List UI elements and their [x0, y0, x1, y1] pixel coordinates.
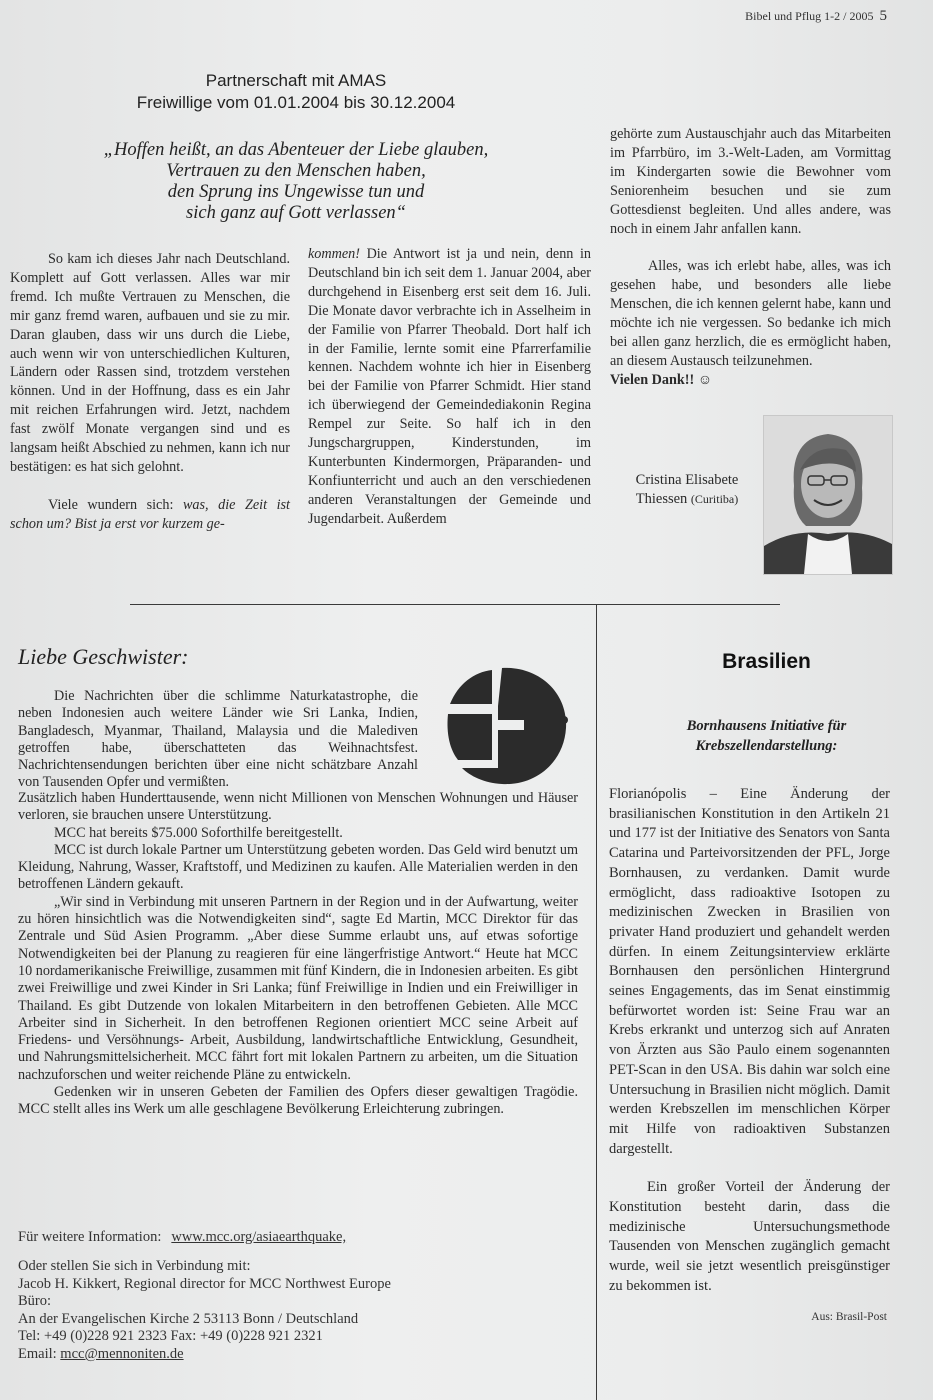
paragraph-text: Die Antwort ist ja und nein, denn in Deutschland bin ich seit dem 1. Januar 2004, aber durchgehend in Eisenberg erst seit dem 16. Juli. Die Monate davor verbrachte ich in Asselheim in der Familie von Pfarrer Theobald. Dort half ich in der Familie, lernte somit eine Pfarrerfamilie kennen. Nachdem wohnte ich hier in Eisenberg bei der Familie von Pfarrer Schmidt. Hier stand ich überwiegend der Gemeindediakonin Regina Rempel zur Seite. So half ich in den Jungschargruppen, Kinderstunden, im Kunterbunten Kindermorgen, Präparanden- und Konfiunterricht und auch an den verschiedenen anderen Veranstaltungen der Gemeinde und Jugendarbeit. Außerdem [308, 246, 591, 527]
author-photo [763, 415, 893, 575]
article1-paragraph: So kam ich dieses Jahr nach Deutschland. Komplett auf Gott verlassen. Alles war mir fremd. Ich mußte Vertrauen zu Menschen, die mir ganz fremd waren, aufbauen und sie zu mir. Daran glauben, dass wir uns durch die Liebe, auch wenn wir von unterschiedlichen Kulturen, Ländern oder Rassen sind, trotzdem verstehen können. Und in der Hoffnung, dass es ein Jahr mit reichen Erfahrungen wird. Jetzt, nachdem fast zwölf Monate vergangen sind und es langsam heißt Abschied zu nehmen, kann ich nur bestätigen: es hat sich gelohnt. [10, 251, 290, 475]
article1-paragraph: gehörte zum Austauschjahr auch das Mitarbeiten im Pfarrbüro, im 3.-Welt-Laden, am Vormittag im Kindergarten sowie die Bewohner vom Seniorenheim besuchen und sie zum Gottesdienst begleiten. Und alles andere, was noch in einem Jahr anfallen kann. [610, 126, 891, 237]
article2-paragraph: Die Nachrichten über die schlimme Naturkatastrophe, die neben Indonesien auch weitere Länder wie Sri Lanka, Indien, Bangladesch, Myanmar, Thailand, Malaysia und die Malediven getroffen habe, überschatteten das Weihnachtsfest. Nachrichtensendungen berichten über eine nicht schätzbare Anzahl von Tausenden Opfer und vermißten. [18, 688, 418, 791]
article1-heading-line1: Partnerschaft mit AMAS [205, 71, 387, 90]
article3-title: Brasilien [722, 650, 811, 673]
info-label: Für weitere Information: [18, 1229, 162, 1245]
quote-line: sich ganz auf Gott verlassen“ [186, 203, 406, 223]
article2-title: Liebe Geschwister: [18, 644, 189, 669]
thanks-line: Vielen Dank!! ☺ [610, 371, 713, 388]
author-line2 [612, 490, 762, 509]
article1-paragraph [308, 245, 591, 529]
subtitle-line: Bornhausens Initiative für [686, 718, 847, 734]
author-signature [612, 471, 762, 509]
author-surname: Thiessen [635, 491, 688, 507]
article3-body [609, 785, 890, 1297]
article2-intro [18, 688, 418, 792]
contact-email-line [18, 1346, 391, 1364]
horizontal-divider [130, 604, 780, 605]
portrait-image [764, 416, 892, 574]
email-link[interactable]: mcc@mennoniten.de [60, 1345, 184, 1362]
article1-paragraph: Alles, was ich erlebt habe, alles, was ich gesehen habe, und besonders alle liebe Menschen, die ich kennen gelernt habe, kann und möchte ich nie vergessen. So bedanke ich mich bei allen ganz herzlich, die es ermöglicht haben, an diesem Austausch teilzunehmen. [610, 258, 891, 369]
article2-body [18, 790, 578, 1119]
article1-quote [40, 140, 552, 224]
running-header [745, 8, 887, 25]
contact-phone: Tel: +49 (0)228 921 2323 Fax: +49 (0)228 921 2321 [18, 1328, 323, 1345]
email-label: Email: [18, 1345, 57, 1362]
contact-name: Jacob H. Kikkert, Regional director for MCC Northwest Europe [18, 1275, 391, 1292]
quote-line: „Hoffen heißt, an das Abenteuer der Liebe glauben, [103, 140, 489, 160]
author-name: Cristina Elisabete [635, 472, 739, 488]
info-link[interactable]: www.mcc.org/asiaearthquake, [171, 1229, 347, 1245]
subtitle-line: Krebszellendarstellung: [695, 738, 838, 754]
article1-paragraph [10, 496, 290, 534]
office-label: Büro: [18, 1293, 52, 1310]
contact-block [18, 1258, 391, 1364]
quote-line: den Sprung ins Ungewisse tun und [167, 182, 425, 202]
page-number: 5 [879, 8, 887, 24]
running-header-title: Bibel und Pflug 1-2 / 2005 [745, 9, 874, 23]
article1-heading [0, 70, 592, 114]
article2-paragraph: „Wir sind in Verbindung mit unseren Partnern in der Region und in der Aufwartung, weiter zu hören hinsichtlich was die Notwendigkeiten sind“, sagte Ed Martin, MCC Direktor für das Zentrale und Süd Asien Programm. „Aber diese Summe erlaubt uns, auf etwas sofortige Notwendigkeiten bei der Planung zu reagieren für eine längerfristige Antwort.“ Heute hat MCC 10 nordamerikanische Freiwillige, zusammen mit fünf Kindern, die in Indonesien arbeiten. Es gibt zwei Freiwillige und zwei Kinder in Sri Lanka; fünf Freiwillige in Indien und ein Freiwilliger in Thailand. Es gibt Dutzende von lokalen Mitarbeitern in den betroffenen Gebieten. Alle MCC Arbeiter sind in Sicherheit. In den betroffenen Regionen orientiert MCC seine Arbeit auf Friedens- und Versöhnungs- Arbeit, Ausbildung, landwirtschaftliche Entwicklung, Gesundheit, und Nahrungsmittelsicherheit. MCC fährt fort mit lokalen Partnern zu arbeiten, um die Situation nachzuforschen und weiter reichende Pläne zu entwickeln. [18, 893, 578, 1083]
paragraph-lead: Viele wundern sich: [48, 496, 183, 513]
vertical-divider [596, 605, 597, 1400]
article3-paragraph: Florianópolis – Eine Änderung der brasilianischen Konstitution in den Artikeln 21 und 177 ist der Initiative des Senators von Santa Catarina und Parteivorsitzenden der PFL, Jorge Bornhausen, zu verdanken. Damit wurde ermöglicht, dass radioaktive Isotopen zu medizinischen Zwecken in Brasilien von privater Hand produziert und gehandelt werden dürfen. In einem Zeitungsinterview erklärte Bornhausen den persönlichen Hintergrund seines Engagements, das im Senat einstimmig befürwortet worden ist: Seine Frau war an Krebs erkrankt und unterzog sich auf Anraten von Ärzten aus São Paulo einem sogenannten PET-Scan in den USA. Bis dahin war solch eine Untersuchung in Brasilien nicht möglich. Damit werden Krebszellen im menschlichen Körper mit Hilfe von radioaktiven Substanzen dargestellt. [609, 786, 890, 1157]
logo-icon [440, 664, 572, 788]
mcc-dove-cross-logo [440, 664, 572, 788]
article3-source: Aus: Brasil-Post [811, 1311, 887, 1323]
article2-paragraph: Gedenken wir in unseren Gebeten der Familien des Opfers dieser gewaltigen Tragödie. MCC stellt alles ins Werk um alle geschlagene Bevölkerung Erleichterung zubringen. [18, 1084, 578, 1118]
paragraph-italic: was, die Zeit ist schon um? Bist ja erst vor kurzem ge- [10, 496, 290, 532]
author-place: (Curitiba) [690, 492, 739, 506]
article2-paragraph: MCC hat bereits $75.000 Soforthilfe bereitgestellt. [54, 824, 343, 841]
article2-paragraph: MCC ist durch lokale Partner um Unterstützung gebeten worden. Das Geld wird benutzt um Kleidung, Nahrung, Wasser, Kraftstoff, und Medizinen zu kaufen. Alle Materialien werden in den betroffenen Ländern gekauft. [18, 841, 578, 893]
paragraph-italic: kommen! [308, 246, 360, 262]
article1-heading-line2: Freiwillige vom 01.01.2004 bis 30.12.2004 [136, 93, 456, 112]
article2-paragraph: Zusätzlich haben Hunderttausende, wenn nicht Millionen von Menschen Wohnungen und Häuser verloren, sie brauchen unsere Unterstützung. [18, 790, 578, 824]
contact-address: An der Evangelischen Kirche 2 53113 Bonn / Deutschland [18, 1310, 359, 1327]
quote-line: Vertrauen zu den Menschen haben, [166, 161, 426, 181]
article1-column3 [610, 125, 891, 390]
info-line [18, 1229, 346, 1247]
article1-column2 [308, 245, 591, 529]
contact-intro: Oder stellen Sie sich in Verbindung mit: [18, 1258, 251, 1274]
article3-paragraph: Ein großer Vorteil der Änderung der Konstitution besteht darin, dass die medizinische Untersuchungsmethode Tausenden von Menschen zugänglich gemacht wurde, weil sie jetzt wesentlich preisgünstiger zu bekommen ist. [609, 1179, 890, 1294]
article3-subtitle [600, 716, 933, 756]
article1-column1 [10, 250, 290, 534]
